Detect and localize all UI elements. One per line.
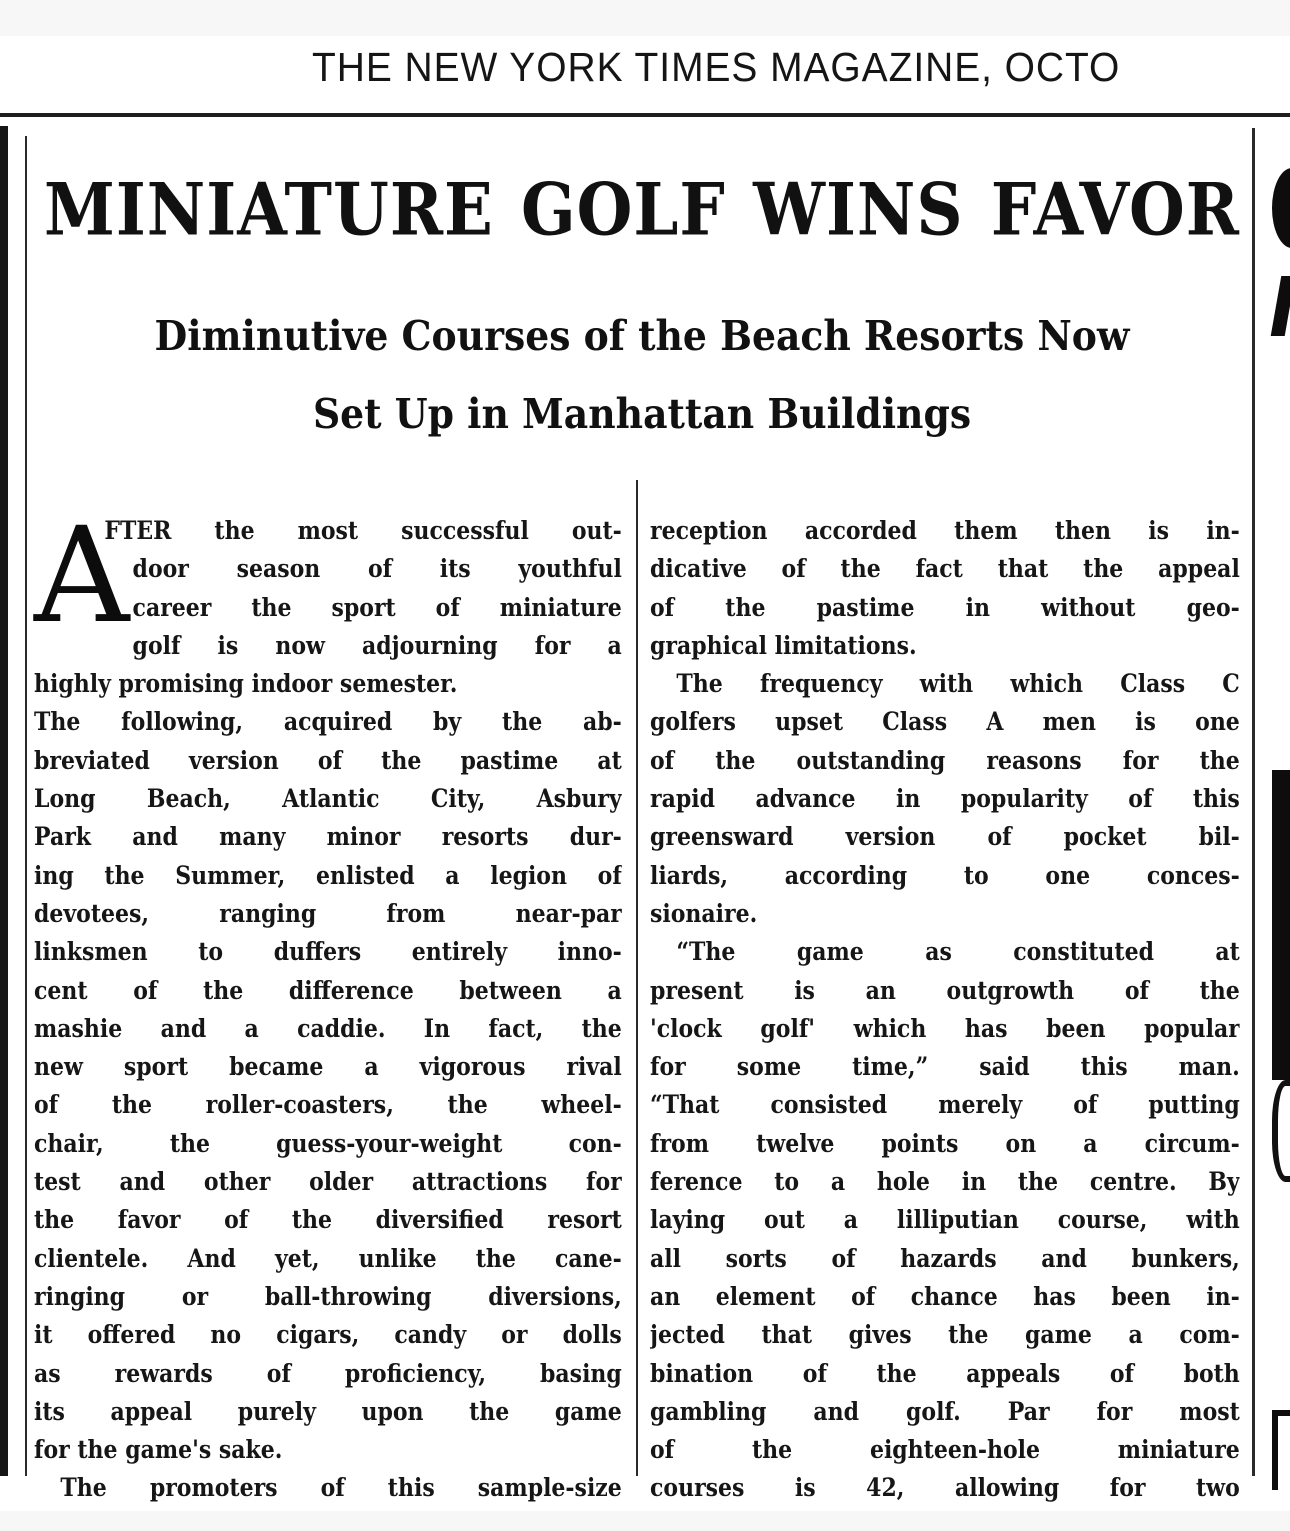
subheadline-line-2: Set Up in Manhattan Buildings: [312, 390, 972, 438]
article-line: liards, according to one conces-: [650, 860, 1240, 890]
article-line: The frequency with which Class C: [676, 669, 1240, 699]
article-line: door season of its youthful: [132, 554, 622, 584]
article-line: an element of chance has been in-: [650, 1281, 1240, 1311]
headline-word: FAVOR: [990, 168, 1240, 253]
article-line: ringing or ball-throwing diversions,: [34, 1281, 622, 1311]
adjacent-photo-fragment: [1272, 1080, 1290, 1182]
article-line: gambling and golf. Par for most: [650, 1396, 1240, 1426]
article-line: devotees, ranging from near-par: [34, 898, 622, 928]
article-line: “That consisted merely of putting: [650, 1090, 1240, 1120]
article-line: for the game's sake.: [34, 1435, 283, 1465]
article-line: test and other older attractions for: [34, 1167, 622, 1197]
article-line: The promoters of this sample-size: [60, 1473, 622, 1503]
article-line: rapid advance in popularity of this: [650, 784, 1240, 814]
article-line: chair, the guess-your-weight con-: [34, 1128, 622, 1158]
adjacent-photo-fragment: [1272, 770, 1290, 1080]
article-line: “The game as constituted at: [676, 937, 1240, 967]
subheadline-line-1: Diminutive Courses of the Beach Resorts Now: [154, 312, 1130, 360]
article-line: its appeal purely upon the game: [34, 1396, 622, 1426]
article-line: it offered no cigars, candy or dolls: [34, 1320, 622, 1350]
adjacent-border-fragment: [1272, 1410, 1278, 1490]
article-line: linksmen to duffers entirely inno-: [34, 937, 622, 967]
article-line: of the outstanding reasons for the: [650, 745, 1240, 775]
article-line: cent of the difference between a: [34, 975, 622, 1005]
headline-word: WINS: [753, 168, 964, 253]
adjacent-column-edge: [0, 126, 8, 1476]
article-line: courses is 42, allowing for two: [650, 1473, 1240, 1503]
left-column-rule: [25, 136, 27, 1476]
article-line: graphical limitations.: [650, 630, 917, 660]
article-line: Park and many minor resorts dur-: [34, 822, 622, 852]
article-line: career the sport of miniature: [132, 592, 622, 622]
article-line: ing the Summer, enlisted a legion of: [34, 860, 622, 890]
article-line: mashie and a caddie. In fact, the: [34, 1013, 622, 1043]
masthead: THE NEW YORK TIMES MAGAZINE, OCTO: [312, 44, 1121, 90]
article-line: the favor of the diversified resort: [34, 1205, 622, 1235]
adjacent-border-fragment: [1272, 1410, 1290, 1416]
headline-word: GOLF: [521, 168, 726, 253]
article-line: Long Beach, Atlantic City, Asbury: [34, 784, 622, 814]
article-line: golf is now adjourning for a: [132, 630, 622, 660]
article-line: sionaire.: [650, 898, 758, 928]
article-line: of the roller-coasters, the wheel-: [34, 1090, 622, 1120]
center-column-rule: [636, 480, 638, 1476]
article-line: all sorts of hazards and bunkers,: [650, 1243, 1240, 1273]
article-line: The following, acquired by the ab-: [34, 707, 622, 737]
page-bottom-margin: [0, 1511, 1290, 1531]
article-line: as rewards of proficiency, basing: [34, 1358, 622, 1388]
article-line: laying out a lilliputian course, with: [650, 1205, 1240, 1235]
article-line: highly promising indoor semester.: [34, 669, 458, 699]
article-line: from twelve points on a circum-: [650, 1128, 1240, 1158]
article-line: ference to a hole in the centre. By: [650, 1167, 1240, 1197]
article-column-right: [650, 512, 1240, 1508]
article-line: dicative of the fact that the appeal: [650, 554, 1240, 584]
article-line: clientele. And yet, unlike the cane-: [34, 1243, 622, 1273]
article-line: of the pastime in without geo-: [650, 592, 1240, 622]
headline-word: MINIATURE: [44, 168, 494, 253]
article-line: for some time,” said this man.: [650, 1052, 1240, 1082]
masthead-rule: [0, 113, 1290, 117]
right-column-rule: [1252, 128, 1255, 1476]
article-line: greensward version of pocket bil-: [650, 822, 1240, 852]
article-line: FTER the most successful out-: [104, 516, 622, 545]
article-line: bination of the appeals of both: [650, 1358, 1240, 1388]
article-line: jected that gives the game a com-: [650, 1320, 1240, 1350]
article-column-left: [34, 499, 622, 1508]
article-line: of the eighteen-hole miniature: [650, 1435, 1240, 1465]
article-line: present is an outgrowth of the: [650, 975, 1240, 1005]
headline: [44, 166, 1240, 256]
article-line: new sport became a vigorous rival: [34, 1052, 622, 1082]
article-line: golfers upset Class A men is one: [650, 707, 1240, 737]
article-line: breviated version of the pastime at: [34, 745, 622, 775]
article-line: reception accorded them then is in-: [650, 516, 1240, 545]
drop-cap: A: [34, 499, 130, 653]
article-line: 'clock golf' which has been popular: [650, 1013, 1240, 1043]
